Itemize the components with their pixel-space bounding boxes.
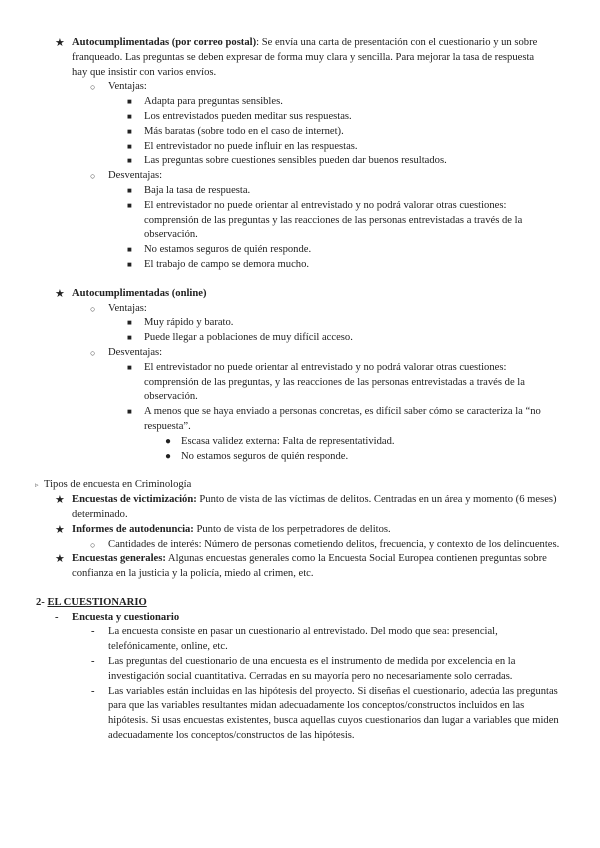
square-bullet-icon: ■ — [127, 245, 132, 255]
square-bullet-icon: ■ — [127, 156, 132, 166]
list-item-text: El entrevistador no puede orientar al entrevistado y no podrá valorar otras cuestiones: comprensión de las preguntas y las reacciones de las personas entrevistadas a través de la observación. — [144, 199, 523, 241]
ventajas-label: Ventajas: — [108, 81, 147, 93]
postal-item — [55, 36, 552, 80]
list-item — [127, 199, 554, 243]
tipos-item-title: Encuestas de victimización: — [72, 494, 197, 506]
section-heading — [36, 596, 556, 611]
list-item-text: El entrevistador no puede influir en las respuestas. — [144, 140, 358, 152]
square-bullet-icon: ■ — [127, 318, 132, 328]
tipos-item-title: Encuestas generales: — [72, 553, 166, 565]
list-item — [91, 685, 564, 744]
list-item-text: Las preguntas del cuestionario de una encuesta es el instrumento de medida por excelencia en la investigación social cuantitativa. Cerradas en su mayoría pero no necesariamente solo cerradas. — [108, 656, 516, 682]
square-bullet-icon: ■ — [127, 97, 132, 107]
tipos-item-text: Algunas encuestas generales como la Encuesta Social Europea contienen preguntas sobre confianza en la justicia y la policía, miedo al crimen, etc. — [72, 553, 547, 580]
section-subheading — [55, 611, 552, 626]
cantidades-text: Cantidades de interés: Número de personas cometiendo delitos, frecuencia, y contexto de los delincuentes. — [108, 538, 560, 550]
list-item-text: Las preguntas sobre cuestiones sensibles pueden dar buenos resultados. — [144, 155, 447, 167]
circle-bullet-icon: ○ — [90, 171, 96, 182]
square-bullet-icon: ■ — [127, 111, 132, 121]
postal-desventajas — [90, 169, 548, 184]
tipos-cantidades — [90, 538, 560, 553]
tipos-item-generales — [55, 552, 558, 582]
dot-bullet-icon: ● — [165, 435, 172, 447]
list-item-text: No estamos seguros de quién responde. — [144, 244, 312, 256]
circle-bullet-icon: ○ — [90, 82, 96, 93]
tipos-heading — [35, 478, 554, 493]
list-item — [127, 110, 554, 125]
tipos-item-autodenuncia — [55, 523, 558, 538]
list-item — [127, 258, 554, 273]
list-item — [165, 450, 561, 465]
list-item — [127, 361, 554, 405]
list-item-text: A menos que se haya enviado a personas concretas, es difícil saber cómo se caracteriza la “no respuesta”. — [144, 406, 541, 432]
square-bullet-icon: ■ — [127, 126, 132, 136]
square-bullet-icon: ■ — [127, 200, 132, 210]
tipos-item-text: Punto de vista de los perpetradores de delitos. — [193, 523, 391, 535]
list-item-text: Escasa validez externa: Falta de representatividad. — [181, 435, 395, 447]
square-bullet-icon: ■ — [127, 333, 132, 343]
list-item — [127, 140, 554, 155]
ventajas-label: Ventajas: — [108, 302, 147, 314]
list-item — [127, 243, 554, 258]
list-item-text: Las variables están incluidas en las hipótesis del proyecto. Si diseñas el cuestionario, adecúa las preguntas para que las variables resultantes midan adecuadamente los conceptos/constructos incluidos en las hipótesis. Si usas encuestas existentes, busca aquellas cuyos cuestionarios dan lugar a variables que miden adecuadamente los conceptos/constructos de las hipótesis. — [108, 685, 559, 742]
desventajas-label: Desventajas: — [108, 170, 163, 182]
postal-title: Autocumplimentadas (por correo postal) — [72, 37, 257, 48]
online-title: Autocumplimentadas (online) — [72, 287, 207, 299]
star-bullet-icon: ★ — [55, 523, 65, 536]
tipos-item-victimizacion — [55, 493, 558, 523]
dash-bullet-icon: - — [91, 656, 95, 668]
list-item-text: Los entrevistados pueden meditar sus respuestas. — [144, 110, 352, 122]
section-title: EL CUESTIONARIO — [47, 596, 147, 608]
tipos-item-text: Punto de vista de las víctimas de delitos. Centradas en un área y momento (6 meses) determinado. — [72, 494, 557, 520]
list-item-text: No estamos seguros de quién responde. — [181, 450, 349, 462]
tipos-item-title: Informes de autodenuncia: — [72, 523, 194, 535]
square-bullet-icon: ■ — [127, 185, 132, 195]
subheading-text: Encuesta y cuestionario — [72, 611, 180, 623]
dash-bullet-icon: - — [91, 685, 95, 697]
tipos-heading-text: Tipos de encuesta en Criminología — [44, 479, 192, 491]
dash-bullet-icon: - — [55, 611, 59, 623]
square-bullet-icon: ■ — [127, 259, 132, 269]
list-item — [91, 625, 564, 655]
list-item — [165, 435, 561, 450]
star-bullet-icon: ★ — [55, 553, 65, 566]
online-desventajas — [90, 346, 548, 361]
list-item-text: Puede llegar a poblaciones de muy difícil acceso. — [144, 332, 353, 344]
list-item — [127, 316, 554, 331]
list-item — [127, 184, 554, 199]
list-item-text: El entrevistador no puede orientar al entrevistado y no podrá valorar otras cuestiones: comprensión de las preguntas, y las reacciones de las personas entrevistadas a través de la observación. — [144, 361, 525, 403]
list-item-text: El trabajo de campo se demora mucho. — [144, 258, 310, 270]
online-ventajas — [90, 302, 548, 317]
square-bullet-icon: ■ — [127, 141, 132, 151]
section-number: 2- — [36, 596, 45, 608]
list-item — [127, 405, 564, 435]
desventajas-label: Desventajas: — [108, 346, 163, 358]
list-item — [127, 95, 554, 110]
dot-bullet-icon: ● — [165, 450, 172, 462]
circle-bullet-icon: ○ — [90, 303, 96, 314]
star-bullet-icon: ★ — [55, 287, 65, 300]
circle-bullet-icon: ○ — [90, 347, 96, 358]
list-item-text: Baja la tasa de respuesta. — [144, 184, 251, 196]
list-item — [91, 655, 564, 685]
online-item — [55, 287, 552, 302]
triangle-bullet-icon: ▹ — [35, 481, 39, 490]
list-item-text: Muy rápido y barato. — [144, 317, 234, 329]
star-bullet-icon: ★ — [55, 494, 65, 507]
list-item-text: La encuesta consiste en pasar un cuestionario al entrevistado. Del modo que sea: presencial, telefónicamente, online, etc. — [108, 626, 498, 653]
dash-bullet-icon: - — [91, 626, 95, 638]
list-item — [127, 154, 554, 169]
list-item-text: Adapta para preguntas sensibles. — [144, 96, 283, 108]
list-item — [127, 125, 554, 140]
postal-text: : Se envía una carta de presentación con el cuestionario y un sobre franqueado. Las preguntas se deben expresar de forma muy clara y sencilla. Para mejorar la tasa de respuesta hay que insistir con varios envíos. — [72, 37, 538, 78]
star-bullet-icon: ★ — [55, 37, 65, 49]
postal-ventajas — [90, 80, 548, 95]
circle-bullet-icon: ○ — [90, 539, 96, 550]
list-item — [127, 331, 554, 346]
square-bullet-icon: ■ — [127, 407, 132, 417]
list-item-text: Más baratas (sobre todo en el caso de internet). — [144, 125, 344, 137]
square-bullet-icon: ■ — [127, 362, 132, 372]
